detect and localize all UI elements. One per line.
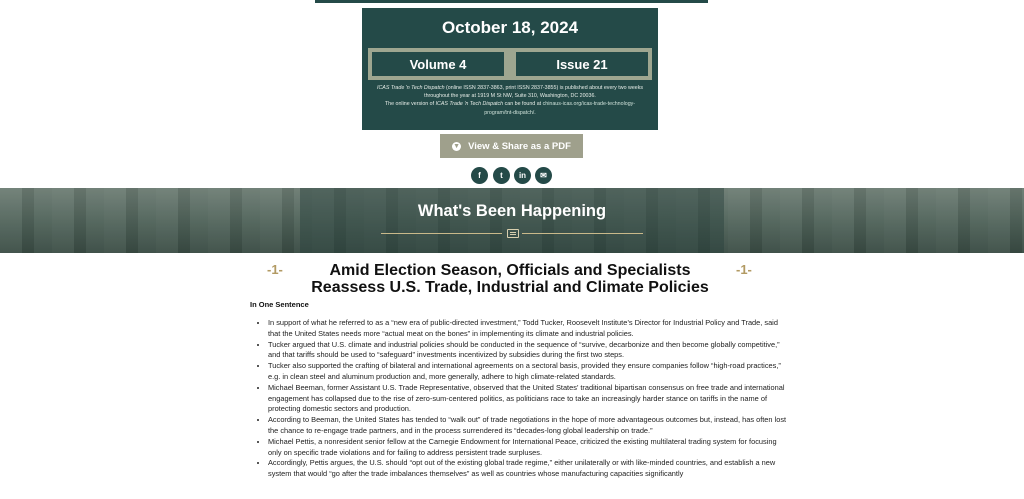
email-icon: ✉ [540, 170, 547, 180]
list-item: • Accordingly, Pettis argues, the U.S. should “opt out of the existing global trade regime,” either unilaterally or with like-minded countries, and establish a new system that would “go after the trade imbalances themselves” as well as countries whose manufacturing capacities significantly [268, 458, 790, 480]
publication-info [372, 84, 648, 117]
summary-list [258, 318, 790, 480]
list-item: • Tucker also supported the crafting of bilateral and international agreements on a sectoral basis, provided they ensure companies follow “high-road practices,” e.g. in clean steel and aluminum production and, more generally, adhere to high climate-related standards. [268, 361, 790, 383]
article-title-line-1: Amid Election Season, Officials and Specialists [329, 262, 691, 279]
list-item: • Tucker argued that U.S. climate and industrial policies should be conducted in the sequence of “survive, decarbonize and then become globally competitive,” and that tariffs should be used to “safeguard” investments incentivized by subsidies during the first two steps. [268, 340, 790, 362]
volume-label: Volume 4 [372, 52, 504, 76]
article-number-left: -1- [267, 262, 283, 277]
divider-left [381, 233, 502, 234]
section-title: What's Been Happening [417, 202, 607, 220]
issue-info-box [362, 8, 658, 130]
section-banner [0, 188, 1024, 253]
linkedin-share-button[interactable] [514, 167, 531, 184]
newspaper-icon [507, 229, 519, 238]
publication-name: ICAS Trade 'n Tech Dispatch [376, 85, 445, 91]
period-text: . [534, 109, 536, 116]
online-version-text: The online version of [384, 101, 436, 108]
publication-details: (online ISSN 2837-3863, print ISSN 2837-3855) is published about every two weeks throughout the year at 1919 M St NW, Suite 310, Washington, DC 20036. [424, 85, 644, 100]
pdf-button-label: View & Share as a PDF [468, 140, 571, 152]
found-at-text: can be found at [503, 101, 543, 108]
twitter-icon: t [500, 170, 503, 180]
view-share-pdf-button[interactable] [440, 134, 583, 158]
issue-date: October 18, 2024 [441, 18, 579, 37]
top-accent-bar [315, 0, 708, 3]
list-item: • Michael Pettis, a nonresident senior fellow at the Carnegie Endowment for International Peace, criticized the existing multilateral trading system for focusing only on specific trade violations and for failing to address persistent trade surpluses. [268, 437, 790, 459]
section-label: In One Sentence [250, 300, 309, 309]
facebook-share-button[interactable] [471, 167, 488, 184]
volume-issue-frame [368, 48, 652, 80]
list-item: • According to Beeman, the United States has tended to “walk out” of trade negotiations in the hope of more advantageous outcomes but, instead, has often lost the chance to re-engage trade partners, and in the process surrendered its “decades-long global leadership on trade.” [268, 415, 790, 437]
twitter-share-button[interactable] [493, 167, 510, 184]
article-title-line-2: Reassess U.S. Trade, Industrial and Climate Policies [311, 279, 709, 296]
publication-name-2: ICAS Trade 'n Tech Dispatch [435, 101, 504, 108]
linkedin-icon: in [518, 170, 527, 180]
publication-link[interactable]: chinaus-icas.org/icas-trade-technology-program/tnt-dispatch/ [484, 101, 636, 116]
article-number-right: -1- [736, 262, 752, 277]
list-item: • Michael Beeman, former Assistant U.S. Trade Representative, observed that the United States’ traditional bipartisan consensus on free trade and international engagement has collapsed due to the rise of zero-sum-centered politics, as politicians race to take an increasingly harder stance on tariffs in the name of protecting domestic sectors and production. [268, 383, 790, 415]
article-title [290, 262, 730, 296]
download-circle-icon: ▼ [453, 142, 461, 150]
email-share-button[interactable] [535, 167, 552, 184]
divider-right [522, 233, 643, 234]
list-item: • In support of what he referred to as a “new era of public-directed investment,” Todd Tucker, Roosevelt Institute’s Director for Industrial Policy and Trade, said that the United States needs more “actual meat on the bones” in implementing its climate and industrial policies. [268, 318, 790, 340]
facebook-icon: f [478, 170, 481, 180]
issue-label: Issue 21 [516, 52, 648, 76]
